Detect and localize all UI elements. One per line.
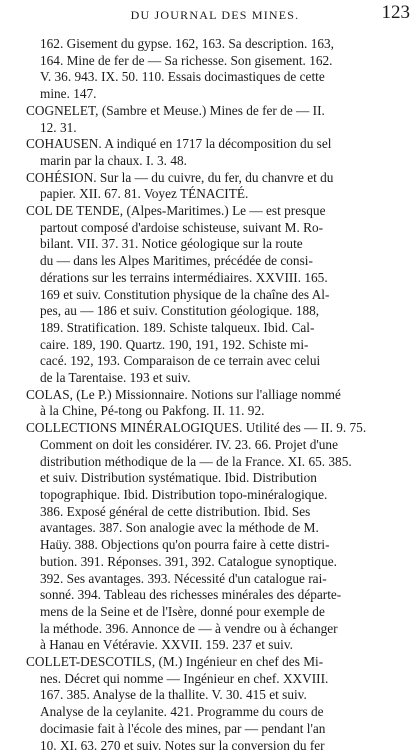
running-header [60,2,410,28]
entry-line: Comment on doit les considérer. IV. 23. 66. Projet d'une [40,436,338,452]
entry-line: bution. 391. Réponses. 391, 392. Catalogue synoptique. [40,553,337,569]
entry-line: topographique. Ibid. Distribution topo-minéralogique. [40,486,328,502]
index-entry [26,420,394,654]
entry-line: à la Chine, Pé-tong ou Pakfong. II. 11. 92. [40,403,265,419]
entry-line: 189. Stratification. 189. Schiste talqueux. Ibid. Cal- [40,319,315,335]
index-entry [26,170,394,203]
entry-line: COLAS, (Le P.) Missionnaire. Notions sur l'alliage nommé [26,386,341,402]
entry-line: papier. XII. 67. 81. Voyez TÉNACITÉ. [40,186,249,202]
entry-line: partout composé d'ardoise schisteuse, suivant M. Ro- [40,219,324,235]
entry-line: du — dans les Alpes Maritimes, précédée de consi- [40,253,313,269]
entry-line: nes. Décret qui nomme — Ingénieur en chef. XXVIII. [40,670,329,686]
running-title: DU JOURNAL DES MINES. [130,8,300,22]
entry-line: V. 36. 943. IX. 50. 110. Essais docimastiques de cette [40,69,325,85]
entry-line: dérations sur les terrains intermédiaires. XXVIII. 165. [40,269,328,285]
entry-line: COL DE TENDE, (Alpes-Maritimes.) Le — est presque [26,203,326,219]
entry-line: avantages. 387. Son analogie avec la méthode de M. [40,520,319,536]
entry-line: caire. 189, 190. Quartz. 190, 191, 192. Schiste mi- [40,336,309,352]
entry-line: mine. 147. [40,86,97,102]
entry-line: 167. 385. Analyse de la thallite. V. 30. 415 et suiv. [40,687,307,703]
index-entry [26,654,394,754]
entry-line: COLLECTIONS MINÉRALOGIQUES. Utilité des — II. 9. 75. [26,420,367,436]
index-entry [26,103,394,136]
entry-line: cacé. 192, 193. Comparaison de ce terrain avec celui [40,353,321,369]
entry-line: Haüy. 388. Objections qu'on pourra faire à cette distri- [40,537,330,553]
entry-line: mens de la Seine et de l'Isère, donné pour exemple de [40,603,325,619]
index-entry [26,203,394,387]
index-entries [26,36,394,754]
entry-line: et suiv. Distribution systématique. Ibid. Distribution [40,470,317,486]
entry-line: bilant. VII. 37. 31. Notice géologique sur la route [40,236,303,252]
index-entry [26,387,394,420]
entry-line: COLLET-DESCOTILS, (M.) Ingénieur en chef des Mi- [26,654,324,670]
index-entry [26,36,394,103]
entry-line: COGNELET, (Sambre et Meuse.) Mines de fer de — II. [26,102,325,118]
entry-line: distribution méthodique de la — de la France. XI. 65. 385. [40,453,352,469]
index-entry [26,136,394,169]
entry-line: Analyse de la ceylanite. 421. Programme du cours de [40,704,324,720]
entry-line: COHÉSION. Sur la — du cuivre, du fer, du chanvre et du [26,169,334,185]
entry-line: 12. 31. [40,119,77,135]
page-number: 123 [381,2,410,23]
entry-line: 10. XI. 63. 270 et suiv. Notes sur la conversion du fer [40,737,325,753]
entry-line: marin par la chaux. I. 3. 48. [40,152,187,168]
entry-line: à Hanau en Vétéravie. XXVII. 159. 237 et suiv. [40,637,293,653]
entry-line: 386. Exposé général de cette distribution. Ibid. Ses [40,503,311,519]
entry-line: 164. Mine de fer de — Sa richesse. Son gisement. 162. [40,52,333,68]
entry-line: 169 et suiv. Constitution physique de la chaîne des Al- [40,286,330,302]
entry-line: de la Tarentaise. 193 et suiv. [40,370,191,386]
entry-line: COHAUSEN. A indiqué en 1717 la décomposition du sel [26,136,332,152]
entry-line: 392. Ses avantages. 393. Nécessité d'un catalogue rai- [40,570,327,586]
entry-line: docimasie fait à l'école des mines, par — pendant l'an [40,720,326,736]
entry-line: la méthode. 396. Annonce de — à vendre ou à échanger [40,620,338,636]
entry-line: pes, au — 186 et suiv. Constitution géologique. 188, [40,303,320,319]
entry-line: sonné. 394. Tableau des richesses minérales des départe- [40,587,342,603]
entry-line: 162. Gisement du gypse. 162, 163. Sa description. 163, [40,36,334,51]
